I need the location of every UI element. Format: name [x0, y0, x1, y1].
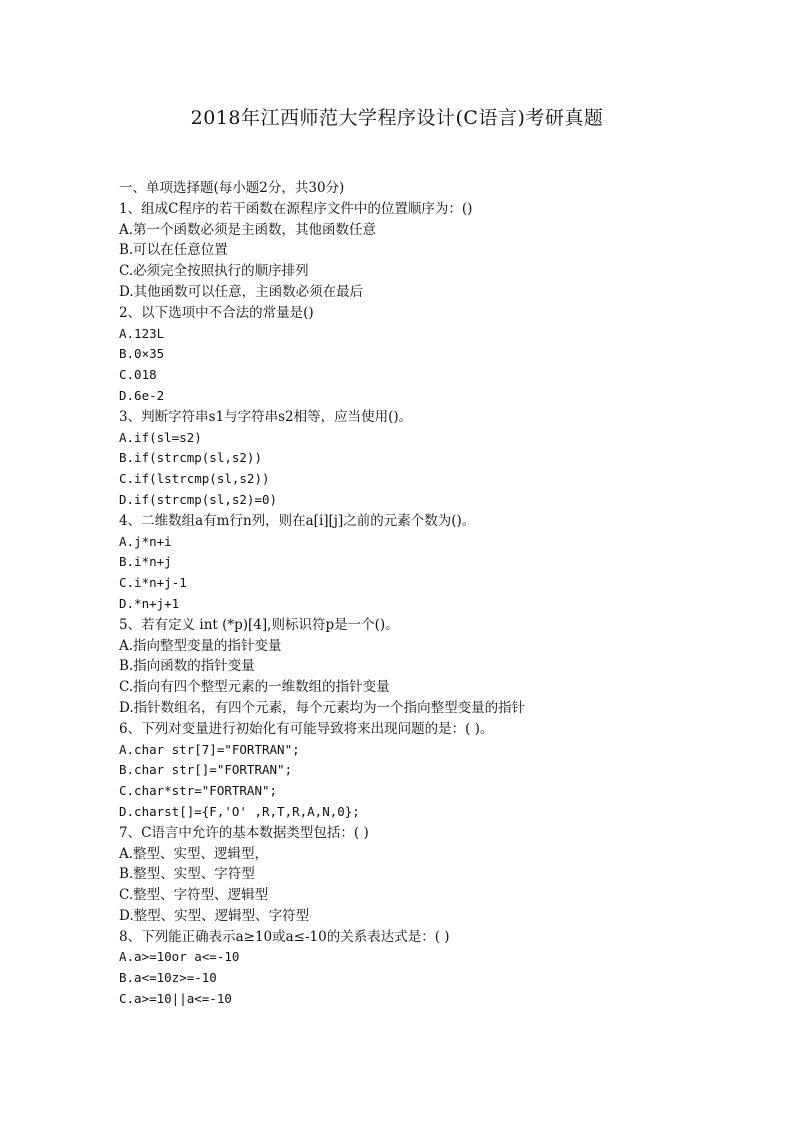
q4-option-a: A.j*n+i	[119, 533, 172, 549]
q2-option-d: D.6e-2	[119, 387, 165, 403]
q7-option-c: C.整型、字符型、逻辑型	[119, 887, 269, 904]
q1-option-d: D.其他函数可以任意，主函数必须在最后	[119, 283, 364, 300]
q1-option-a: A.第一个函数必须是主函数，其他函数任意	[119, 221, 377, 238]
q2-option-b: B.0×35	[119, 346, 165, 362]
section-heading: 一、单项选择题(每小题2分，共30分)	[119, 180, 345, 196]
q6-option-b: B.char str[]="FORTRAN";	[119, 762, 293, 778]
question-1: 1、组成C程序的若干函数在源程序文件中的位置顺序为：()	[119, 200, 473, 217]
q3-option-d: D.if(strcmp(sl,s2)=0)	[119, 491, 278, 507]
q4-option-b: B.i*n+j	[119, 554, 172, 570]
q4-option-d: D.*n+j+1	[119, 595, 180, 611]
question-list	[119, 178, 679, 1010]
q4-option-c: C.i*n+j-1	[119, 575, 187, 591]
q8-option-b: B.a<=10z>=-10	[119, 970, 217, 986]
q8-option-c: C.a>=10||a<=-10	[119, 991, 232, 1007]
question-3: 3、判断字符串s1与字符串s2相等，应当使用()。	[119, 408, 413, 425]
q5-option-a: A.指向整型变量的指针变量	[119, 637, 282, 654]
q8-option-a: A.a>=10or a<=-10	[119, 949, 240, 965]
q2-option-c: C.018	[119, 367, 157, 383]
question-4: 4、二维数组a有m行n列，则在a[i][j]之前的元素个数为()。	[119, 512, 476, 529]
question-6: 6、下列对变量进行初始化有可能导致将来出现问题的是：( )。	[119, 720, 494, 737]
q5-option-c: C.指向有四个整型元素的一维数组的指针变量	[119, 679, 390, 696]
question-5: 5、若有定义 int (*p)[4],则标识符p是一个()。	[119, 616, 399, 633]
q2-option-a: A.123L	[119, 325, 165, 341]
q6-option-a: A.char str[7]="FORTRAN";	[119, 741, 300, 757]
q7-option-b: B.整型、实型、字符型	[119, 866, 255, 883]
q7-option-a: A.整型、实型、逻辑型，	[119, 845, 269, 862]
q3-option-b: B.if(strcmp(sl,s2))	[119, 450, 262, 466]
q6-option-d: D.charst[]={F,'O' ,R,T,R,A,N,0};	[119, 803, 360, 819]
q6-option-c: C.char*str="FORTRAN";	[119, 783, 278, 799]
question-2: 2、以下选项中不合法的常量是()	[119, 304, 314, 321]
question-7: 7、C语言中允许的基本数据类型包括：( )	[119, 824, 369, 841]
q5-option-d: D.指针数组名，有四个元素，每个元素均为一个指向整型变量的指针	[119, 699, 526, 716]
q3-option-a: A.if(sl=s2)	[119, 429, 202, 445]
document-title: 2018年江西师范大学程序设计(C语言)考研真题	[190, 107, 604, 129]
q1-option-b: B.可以在任意位置	[119, 242, 228, 259]
q1-option-c: C.必须完全按照执行的顺序排列	[119, 263, 309, 280]
q5-option-b: B.指向函数的指针变量	[119, 658, 255, 675]
question-8: 8、下列能正确表示a≥10或a≤-10的关系表达式是：( )	[119, 928, 450, 945]
q3-option-c: C.if(lstrcmp(sl,s2))	[119, 471, 270, 487]
q7-option-d: D.整型、实型、逻辑型、字符型	[119, 907, 310, 924]
